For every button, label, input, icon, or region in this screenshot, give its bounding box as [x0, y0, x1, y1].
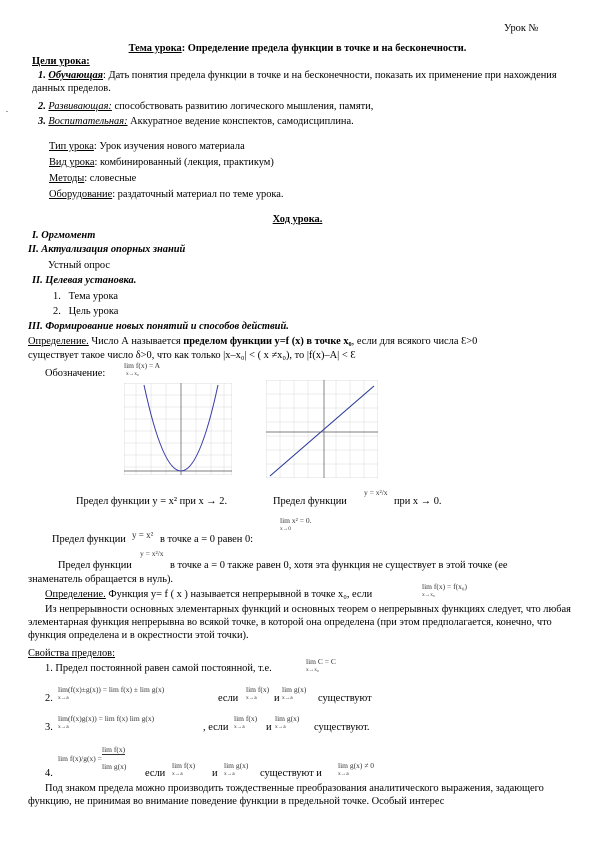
properties-heading: Свойства пределов: — [28, 648, 115, 659]
property-2-num: 2. — [45, 693, 53, 704]
example-2-a: Предел функции — [58, 560, 132, 571]
graph-caption-2-formula: y = x²/x — [364, 488, 388, 497]
goal-list-item-1: 1. Тема урока — [53, 291, 118, 302]
goal-1: 1. Обучающая: Дать понятия предела функции в точке и на бесконечности, показать их применение при нахождения данных пределов. — [32, 70, 557, 94]
property-4-ne0: lim g(x) ≠ 0 x→a — [338, 761, 374, 777]
property-2-if: если — [218, 693, 239, 704]
final-paragraph: Под знаком предела можно производить тождественные преобразования аналитического выражения, задающего функцию, не принимая во внимание поведение функции в предельной точке. Особый интерес — [28, 783, 544, 807]
property-4-limg: lim g(x) x→a — [224, 761, 249, 777]
property-2-limg: lim g(x) x→a — [282, 685, 307, 701]
property-3-formula: lim(f(x)g(x)) = lim f(x) lim g(x) x→a — [58, 714, 155, 730]
section-4: III. Формирование новых понятий и способов действий. — [28, 321, 289, 332]
property-2-limf: lim f(x) x→a — [246, 685, 270, 701]
property-4-and: и — [212, 768, 218, 779]
example-1-a: Предел функции — [52, 534, 126, 545]
property-1: 1. Предел постоянной равен самой постоянной, т.е. — [45, 663, 272, 674]
property-2-exist: существуют — [318, 693, 372, 704]
example-1-lim: lim x² = 0. x→0 — [280, 516, 312, 532]
lesson-type: Тип урока: Урок изучения нового материала — [49, 141, 245, 152]
property-2-formula: lim(f(x)±g(x)) = lim f(x) ± lim g(x) x→a — [58, 685, 165, 701]
lesson-topic: Тема урока: Определение предела функции в точке и на бесконечности. — [128, 43, 467, 54]
lesson-number: Урок № — [504, 23, 539, 34]
lesson-equipment: Оборудование: раздаточный материал по теме урока. — [49, 189, 284, 200]
property-4-limf: lim f(x) x→a — [172, 761, 196, 777]
continuity-paragraph: Из непрерывности основных элементарных функций и основных теорем о непрерывных функциях следует, что любая элементарная функция непрерывна во всякой точке, в которой она определена (при этом предполагается, конечно, что функция определена и в окрестности этой точки). — [28, 604, 571, 641]
example-2-fn: y = x²/x — [140, 549, 164, 558]
course-title: Ход урока. — [272, 214, 323, 225]
definition-line-2: существует такое число δ>0, что как только |x–x₀| < ( x ≠x₀), то |f(x)–A| < Ɛ — [28, 350, 356, 361]
property-4-formula: lim f(x) lim f(x)/g(x) = lim g(x) — [58, 745, 127, 771]
notation-formula: lim f(x) = A x→x₀ — [124, 361, 161, 377]
graph-caption-1: Предел функции у = x² при x → 2. — [76, 496, 228, 507]
section-3: II. Целевая установка. — [32, 275, 137, 286]
property-2-and: и — [274, 693, 280, 704]
property-4-exist: существуют и — [260, 768, 322, 779]
example-1-b: в точке а = 0 равен 0: — [160, 534, 254, 545]
oral-survey: Устный опрос — [48, 260, 110, 271]
property-3-num: 3. — [45, 722, 53, 733]
definition-line-1: Определение. Число А называется пределом функции y=f (x) в точке x₀, если для всякого числа Ɛ>0 — [28, 336, 478, 347]
property-4-if: если — [145, 768, 166, 779]
example-2-c: знаменатель обращается в нуль). — [28, 574, 173, 585]
goal-2: 2. Развивающая: способствовать развитию логического мышления, памяти, — [38, 101, 374, 112]
section-2: II. Актуализация опорных знаний — [28, 244, 186, 255]
graph-caption-2: Предел функции — [273, 496, 347, 507]
property-3-exist: существуют. — [314, 722, 370, 733]
property-1-formula: lim C = C x→x₀ — [306, 657, 336, 673]
continuity-formula: lim f(x) = f(x₀) x→x₀ — [422, 582, 467, 598]
property-3-and: и — [266, 722, 272, 733]
line-graph — [266, 380, 378, 478]
lesson-kind: Вид урока: комбинированный (лекция, практикум) — [49, 157, 274, 168]
goal-list-item-2: 2. Цель урока — [53, 306, 119, 317]
notation-label: Обозначение: — [45, 368, 106, 379]
goal-3: 3. Воспитательная: Аккуратное ведение конспектов, самодисциплина. — [38, 116, 354, 127]
property-3-if: , если — [203, 722, 229, 733]
goals-heading: Цели урока: — [32, 56, 90, 67]
parabola-graph — [124, 383, 232, 475]
lesson-methods: Методы: словесные — [49, 173, 137, 184]
graph-caption-2-tail: при x → 0. — [394, 496, 442, 507]
example-1-fn: y = x² — [132, 530, 154, 540]
example-2-b: в точке а = 0 также равен 0, хотя эта функция не существует в этой точке (ее — [170, 560, 508, 571]
property-3-limf: lim f(x) x→a — [234, 714, 258, 730]
property-3-limg: lim g(x) x→a — [275, 714, 300, 730]
continuity-definition: Определение. Функция y= f ( x ) называется непрерывной в точке x₀, если — [45, 589, 373, 600]
property-4-num: 4. — [45, 768, 53, 779]
bullet-dot: . — [6, 105, 8, 114]
section-1: I. Оргмомент — [32, 230, 96, 241]
